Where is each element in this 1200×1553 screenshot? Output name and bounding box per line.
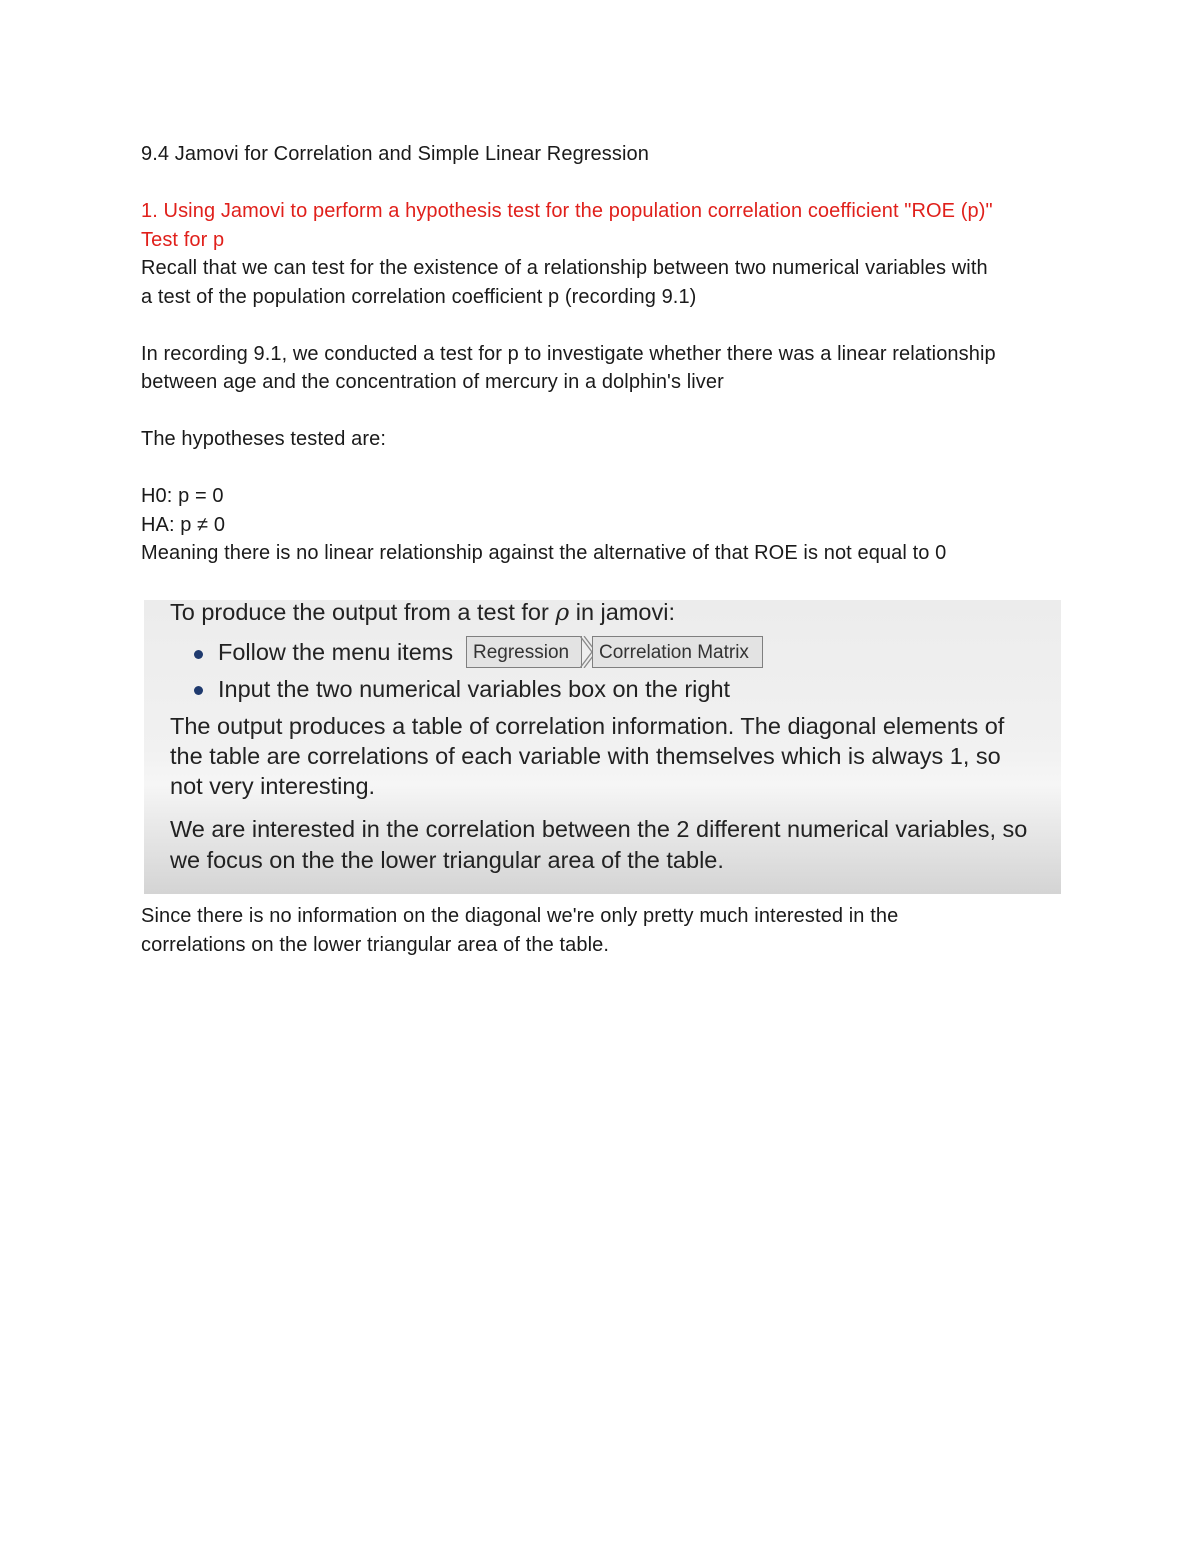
closing-paragraph [141,902,898,959]
slide-intro-line [170,598,675,626]
slide-interest-line-1: We are interested in the correlation between the 2 different numerical variables, so [170,816,1028,842]
hypotheses-intro: The hypotheses tested are: [141,428,386,450]
recording-paragraph-line-2: between age and the concentration of mercury in a dolphin's liver [141,371,724,393]
slide-output-line-1: The output produces a table of correlation information. The diagonal elements of [170,713,1005,739]
alternative-hypothesis: HA: p ≠ 0 [141,513,226,536]
null-hypothesis: H0: p = 0 [141,485,224,507]
closing-line-1: Since there is no information on the diagonal we're only pretty much interested in the [141,905,899,927]
recording-paragraph-line-1: In recording 9.1, we conducted a test for p to investigate whether there was a linear relationship [141,342,996,365]
slide-interest-line-2: we focus on the the lower triangular area of the table. [170,847,724,873]
bullet-icon [194,650,203,659]
menu-item-regression: Regression [466,636,582,668]
slide-intro-suffix: in jamovi: [569,599,675,625]
meaning-sentence: Meaning there is no linear relationship against the alternative of that ROE is not equal to 0 [141,542,947,564]
rho-symbol: ρ [555,598,570,626]
document-body [141,140,1071,568]
slide-bullet-2: Input the two numerical variables box on the right [218,676,731,702]
document-title: 9.4 Jamovi for Correlation and Simple Linear Regression [141,143,649,165]
recall-paragraph-line-2: a test of the population correlation coefficient p (recording 9.1) [141,285,697,308]
recall-paragraph-line-1: Recall that we can test for the existence of a relationship between two numerical variables with [141,257,988,279]
slide-output-line-2: the table are correlations of each variable with themselves which is always 1, so [170,743,1001,769]
section-heading-line-1: 1. Using Jamovi to perform a hypothesis test for the population correlation coefficient "ROE (p)" [141,200,993,222]
slide-output-line-3: not very interesting. [170,773,376,799]
menu-item-correlation-matrix: Correlation Matrix [592,636,763,668]
slide-intro-text: To produce the output from a test for [170,599,556,625]
closing-line-2: correlations on the lower triangular area of the table. [141,933,609,956]
section-heading-line-2: Test for p [141,228,225,251]
slide-bullet-1: Follow the menu items [218,639,454,665]
bullet-icon [194,686,203,695]
